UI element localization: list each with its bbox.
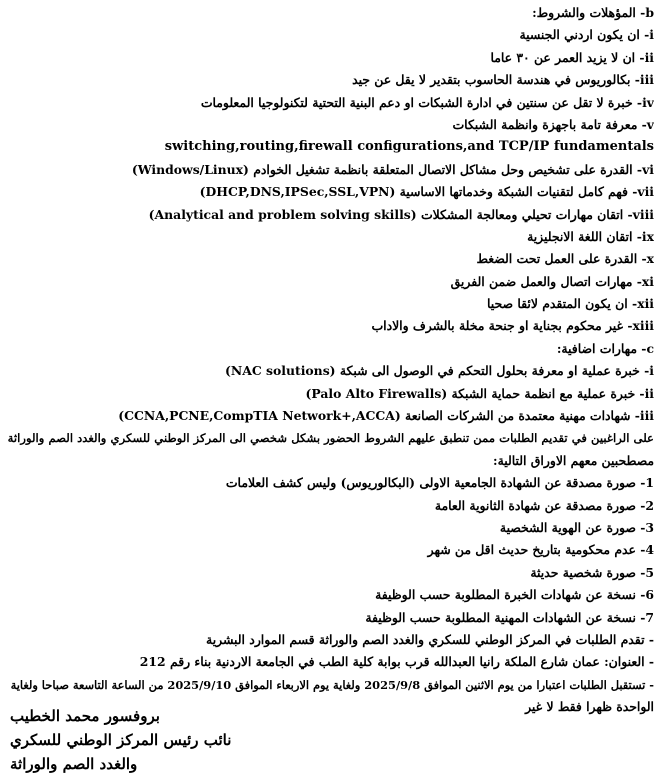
requirement-item: xiii- غير محكوم بجناية او جنحة مخلة بالشرف والاداب [371,318,654,334]
requirement-item: xi- مهارات اتصال والعمل ضمن الفريق [450,273,654,289]
requirement-item-english: switching,routing,firewall configurations,and TCP/IP fundamentals [164,139,654,155]
requirement-item: xii- ان يكون المتقدم لائقا صحيا [486,296,654,312]
submission-note: - تقدم الطلبات في المركز الوطني للسكري والغدد الصم والوراثة قسم الموارد البشرية [206,631,654,647]
document-item: 5- صورة شخصية حديثة [530,564,654,580]
requirement-item: viii- اتقان مهارات تحيلي ومعالجة المشكلات (Analytical and problem solving skills) [148,206,654,222]
signatory-title-continued: والغدد الصم والوراثة [10,755,138,773]
section-b-heading: b- المؤهلات والشروط: [532,5,654,20]
skill-item: iii- شهادات مهنية معتمدة من الشركات الصانعة (CCNA,PCNE,CompTIA Network+,ACCA) [118,408,654,424]
requirement-item: v- معرفة تامة باجهزة وانظمة الشبكات [452,116,654,132]
signatory-title: نائب رئيس المركز الوطني للسكري [10,731,232,749]
requirement-item: ix- اتقان اللغة الانجليزية [527,228,654,244]
signatory-name: بروفسور محمد الخطيب [10,707,160,725]
skill-item: ii- خبرة عملية مع انظمة حماية الشبكة (Palo Alto Firewalls) [305,385,654,401]
requirement-item: i- ان يكون اردني الجنسية [519,27,654,43]
dates-note-continued: الواحدة ظهرا فقط لا غير [525,699,654,715]
signature-block [10,704,231,776]
document-item: 7- نسخة عن الشهادات المهنية المطلوبة حسب الوظيفة [365,609,654,625]
requirement-item: iii- بكالوريوس في هندسة الحاسوب بتقدير لا يقل عن جيد [352,72,654,88]
applicants-intro: على الراغبين في تقديم الطلبات ممن تنطبق عليهم الشروط الحضور بشكل شخصي الى المركز الوطني للسكري والغدد الصم والوراثة [7,431,654,446]
document-item: 4- عدم محكومية بتاريخ حديث اقل من شهر [427,542,654,558]
requirement-item: x- القدرة على العمل تحت الضغط [476,251,654,267]
document-item: 3- صورة عن الهوية الشخصية [499,519,654,535]
document-item: 6- نسخة عن شهادات الخبرة المطلوبة حسب الوظيفة [375,587,654,603]
document-item: 1- صورة مصدقة عن الشهادة الجامعية الاولى (البكالوريوس) وليس كشف العلامات [225,475,654,491]
requirement-item: vi- القدرة على تشخيص وحل مشاكل الاتصال المتعلقة بانظمة تشغيل الخوادم (Windows/Linux) [131,161,654,177]
requirement-item: ii- ان لا يزيد العمر عن ٣٠ عاما [490,49,654,65]
address-note: - العنوان: عمان شارع الملكة رانيا العبدالله قرب بوابة كلية الطب في الجامعة الاردنية بناء رقم 212 [139,654,654,670]
requirement-item: iv- خبرة لا تقل عن سنتين في ادارة الشبكات او دعم البنية التحتية لتكنولوجيا المعلومات [200,94,654,110]
document-item: 2- صورة مصدقة عن شهادة الثانوية العامة [434,497,654,513]
dates-note: - تستقبل الطلبات اعتبارا من يوم الاثنين الموافق 2025/9/8 ولغاية يوم الاربعاء الموافق 2025/9/10 من الساعة التاسعة صباحا ولغاية [10,677,654,692]
applicants-intro-continued: مصطحبين معهم الاوراق التالية: [493,452,654,468]
section-c-heading: c- مهارات اضافية: [556,340,654,356]
requirement-item: vii- فهم كامل لتقنيات الشبكة وخدماتها الاساسية (DHCP,DNS,IPSec,SSL,VPN) [199,184,654,200]
skill-item: i- خبرة عملية او معرفة بحلول التحكم في الوصول الى شبكة (NAC solutions) [225,363,654,379]
